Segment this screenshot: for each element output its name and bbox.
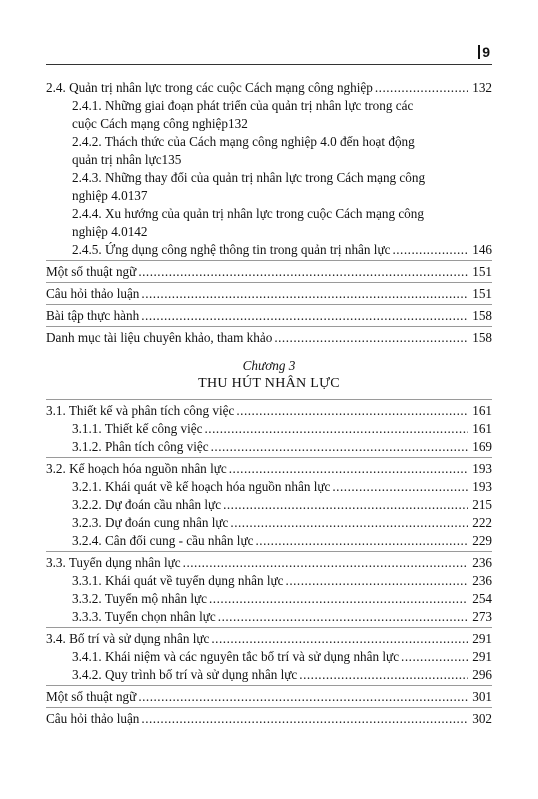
- toc-entry: [46, 420, 492, 438]
- toc-leader-dots: [255, 532, 468, 550]
- toc-entry-title: 2.4.4. Xu hướng của quản trị nhân lực trong cuộc Cách mạng công: [72, 206, 424, 221]
- toc-page-number: 273: [472, 609, 492, 624]
- chapter-title: THU HÚT NHÂN LỰC: [198, 376, 340, 391]
- toc-entry: [46, 402, 492, 420]
- section-divider: [46, 685, 492, 686]
- toc-leader-dots: [286, 572, 468, 590]
- toc-entry-title: Danh mục tài liệu chuyên khảo, tham khảo: [46, 330, 273, 345]
- toc-leader-dots: [230, 514, 468, 532]
- toc-entry: [46, 554, 492, 572]
- toc-entry-title: 2.4.2. Thách thức của Cách mạng công nghiệp 4.0 đến hoạt động: [72, 134, 415, 149]
- section-divider: [46, 304, 492, 305]
- section-divider: [46, 551, 492, 552]
- toc-entry: [46, 329, 492, 347]
- header-rule: [46, 64, 492, 65]
- toc-entry-title: Câu hỏi thảo luận: [46, 711, 140, 726]
- toc-page-number: 132: [472, 80, 492, 95]
- toc-entry-title: 2.4.1. Những giai đoạn phát triển của quản trị nhân lực trong các: [72, 98, 414, 113]
- toc-entry: [46, 710, 492, 728]
- toc-page-number: 254: [472, 591, 492, 606]
- toc-entry: [46, 590, 492, 608]
- toc-entry: [46, 572, 492, 590]
- section-divider: [46, 326, 492, 327]
- toc-page-number: 158: [472, 330, 492, 345]
- page-number-bar: [478, 45, 480, 59]
- toc-entry: [46, 514, 492, 532]
- toc-entry-continuation: [72, 151, 492, 169]
- toc-entry-title-cont: quản trị nhân lực: [72, 152, 162, 167]
- toc-page-number: 193: [472, 461, 492, 476]
- toc-entry-title-cont: nghiệp 4.0: [72, 224, 128, 239]
- toc-page-number: 222: [472, 515, 492, 530]
- toc-entry: [46, 688, 492, 706]
- toc-leader-dots: [401, 648, 468, 666]
- toc-entry: [46, 460, 492, 478]
- chapter-label: Chương 3: [242, 358, 296, 373]
- toc-entry-title: 3.3.3. Tuyển chọn nhân lực: [72, 609, 216, 624]
- toc-page-number: 301: [472, 689, 492, 704]
- toc-leader-dots: [138, 688, 468, 706]
- toc-leader-dots: [332, 478, 468, 496]
- toc-leader-dots: [223, 496, 468, 514]
- toc-page-number: 291: [472, 649, 492, 664]
- toc-leader-dots: [138, 263, 468, 281]
- toc-entry-continuation: [72, 223, 492, 241]
- toc-entry: [46, 263, 492, 281]
- toc-entry-title: 3.3.2. Tuyển mộ nhân lực: [72, 591, 207, 606]
- toc-page-number: 158: [472, 308, 492, 323]
- toc-entry: [46, 285, 492, 303]
- table-of-contents: [46, 79, 492, 728]
- toc-leader-dots: [229, 460, 468, 478]
- toc-entry: [46, 608, 492, 626]
- toc-entry: [46, 169, 492, 205]
- toc-page-number: 142: [127, 224, 148, 239]
- toc-leader-dots: [141, 307, 468, 325]
- toc-page-number: 161: [472, 421, 492, 436]
- toc-entry-title: 3.2.1. Khái quát về kế hoạch hóa nguồn nhân lực: [72, 479, 331, 494]
- toc-page-number: 296: [472, 667, 492, 682]
- toc-leader-dots: [209, 590, 468, 608]
- toc-entry: [46, 532, 492, 550]
- toc-entry-title: 3.1. Thiết kế và phân tích công việc: [46, 403, 235, 418]
- toc-entry-title: Câu hỏi thảo luận: [46, 286, 140, 301]
- toc-entry: [46, 630, 492, 648]
- toc-page-number: 229: [472, 533, 492, 548]
- toc-entry-title: Một số thuật ngữ: [46, 264, 137, 279]
- toc-entry: [46, 241, 492, 259]
- section-divider: [46, 282, 492, 283]
- section-divider: [46, 627, 492, 628]
- toc-entry-title: 3.4.1. Khái niệm và các nguyên tắc bố trí và sử dụng nhân lực: [72, 649, 400, 664]
- toc-leader-dots: [141, 710, 468, 728]
- section-divider: [46, 260, 492, 261]
- page-number: [478, 44, 490, 60]
- toc-entry-title: 3.2.2. Dự đoán cầu nhân lực: [72, 497, 222, 512]
- toc-entry-title: Một số thuật ngữ: [46, 689, 137, 704]
- section-divider: [46, 707, 492, 708]
- toc-entry-title: 3.2.4. Cân đối cung - cầu nhân lực: [72, 533, 254, 548]
- toc-leader-dots: [274, 329, 468, 347]
- toc-entry-continuation: [72, 187, 492, 205]
- toc-entry-title: 3.1.1. Thiết kế công việc: [72, 421, 203, 436]
- toc-entry: [46, 133, 492, 169]
- toc-entry: [46, 438, 492, 456]
- toc-leader-dots: [392, 241, 468, 259]
- toc-entry-title: 3.2.3. Dự đoán cung nhân lực: [72, 515, 229, 530]
- toc-leader-dots: [205, 420, 469, 438]
- toc-entry-title: 3.1.2. Phân tích công việc: [72, 439, 209, 454]
- toc-entry-title: Bài tập thực hành: [46, 308, 140, 323]
- toc-page-number: 193: [472, 479, 492, 494]
- toc-entry: [46, 97, 492, 133]
- toc-entry-title: 2.4.5. Ứng dụng công nghệ thông tin trong quản trị nhân lực: [72, 242, 391, 257]
- toc-leader-dots: [299, 666, 468, 684]
- toc-entry-title: 3.3. Tuyển dụng nhân lực: [46, 555, 181, 570]
- toc-page-number: 135: [161, 152, 182, 167]
- toc-entry: [46, 666, 492, 684]
- toc-entry: [46, 496, 492, 514]
- toc-page-number: 151: [472, 264, 492, 279]
- toc-entry: [46, 478, 492, 496]
- toc-entry-title-cont: cuộc Cách mạng công nghiệp: [72, 116, 229, 131]
- toc-leader-dots: [218, 608, 468, 626]
- toc-entry-title: 3.2. Kế hoạch hóa nguồn nhân lực: [46, 461, 227, 476]
- toc-entry-title: 3.4. Bố trí và sử dụng nhân lực: [46, 631, 210, 646]
- section-divider: [46, 399, 492, 400]
- toc-page-number: 236: [472, 555, 492, 570]
- toc-entry: [46, 307, 492, 325]
- toc-page-number: 169: [472, 439, 492, 454]
- toc-entry-continuation: [72, 115, 492, 133]
- toc-entry-title-cont: nghiệp 4.0: [72, 188, 128, 203]
- toc-page-number: 137: [127, 188, 148, 203]
- toc-entry-title: 2.4.3. Những thay đổi của quản trị nhân lực trong Cách mạng công: [72, 170, 426, 185]
- toc-entry: [46, 205, 492, 241]
- toc-entry-title: 3.4.2. Quy trình bố trí và sử dụng nhân lực: [72, 667, 298, 682]
- toc-page-number: 236: [472, 573, 492, 588]
- toc-entry-title: 3.3.1. Khái quát về tuyển dụng nhân lực: [72, 573, 284, 588]
- toc-leader-dots: [183, 554, 468, 572]
- toc-page-number: 146: [472, 242, 492, 257]
- page-number-text: 9: [482, 44, 490, 60]
- toc-page-number: 161: [472, 403, 492, 418]
- toc-leader-dots: [211, 438, 468, 456]
- toc-leader-dots: [236, 402, 468, 420]
- toc-page-number: 132: [228, 116, 248, 131]
- toc-page-number: 302: [472, 711, 492, 726]
- toc-page-number: 151: [472, 286, 492, 301]
- toc-leader-dots: [375, 79, 468, 97]
- toc-page-number: 291: [472, 631, 492, 646]
- section-divider: [46, 457, 492, 458]
- toc-entry: [46, 648, 492, 666]
- toc-leader-dots: [211, 630, 468, 648]
- toc-page-number: 215: [472, 497, 492, 512]
- toc-entry-title: 2.4. Quản trị nhân lực trong các cuộc Cách mạng công nghiệp: [46, 80, 373, 95]
- toc-leader-dots: [141, 285, 468, 303]
- toc-entry: [46, 79, 492, 97]
